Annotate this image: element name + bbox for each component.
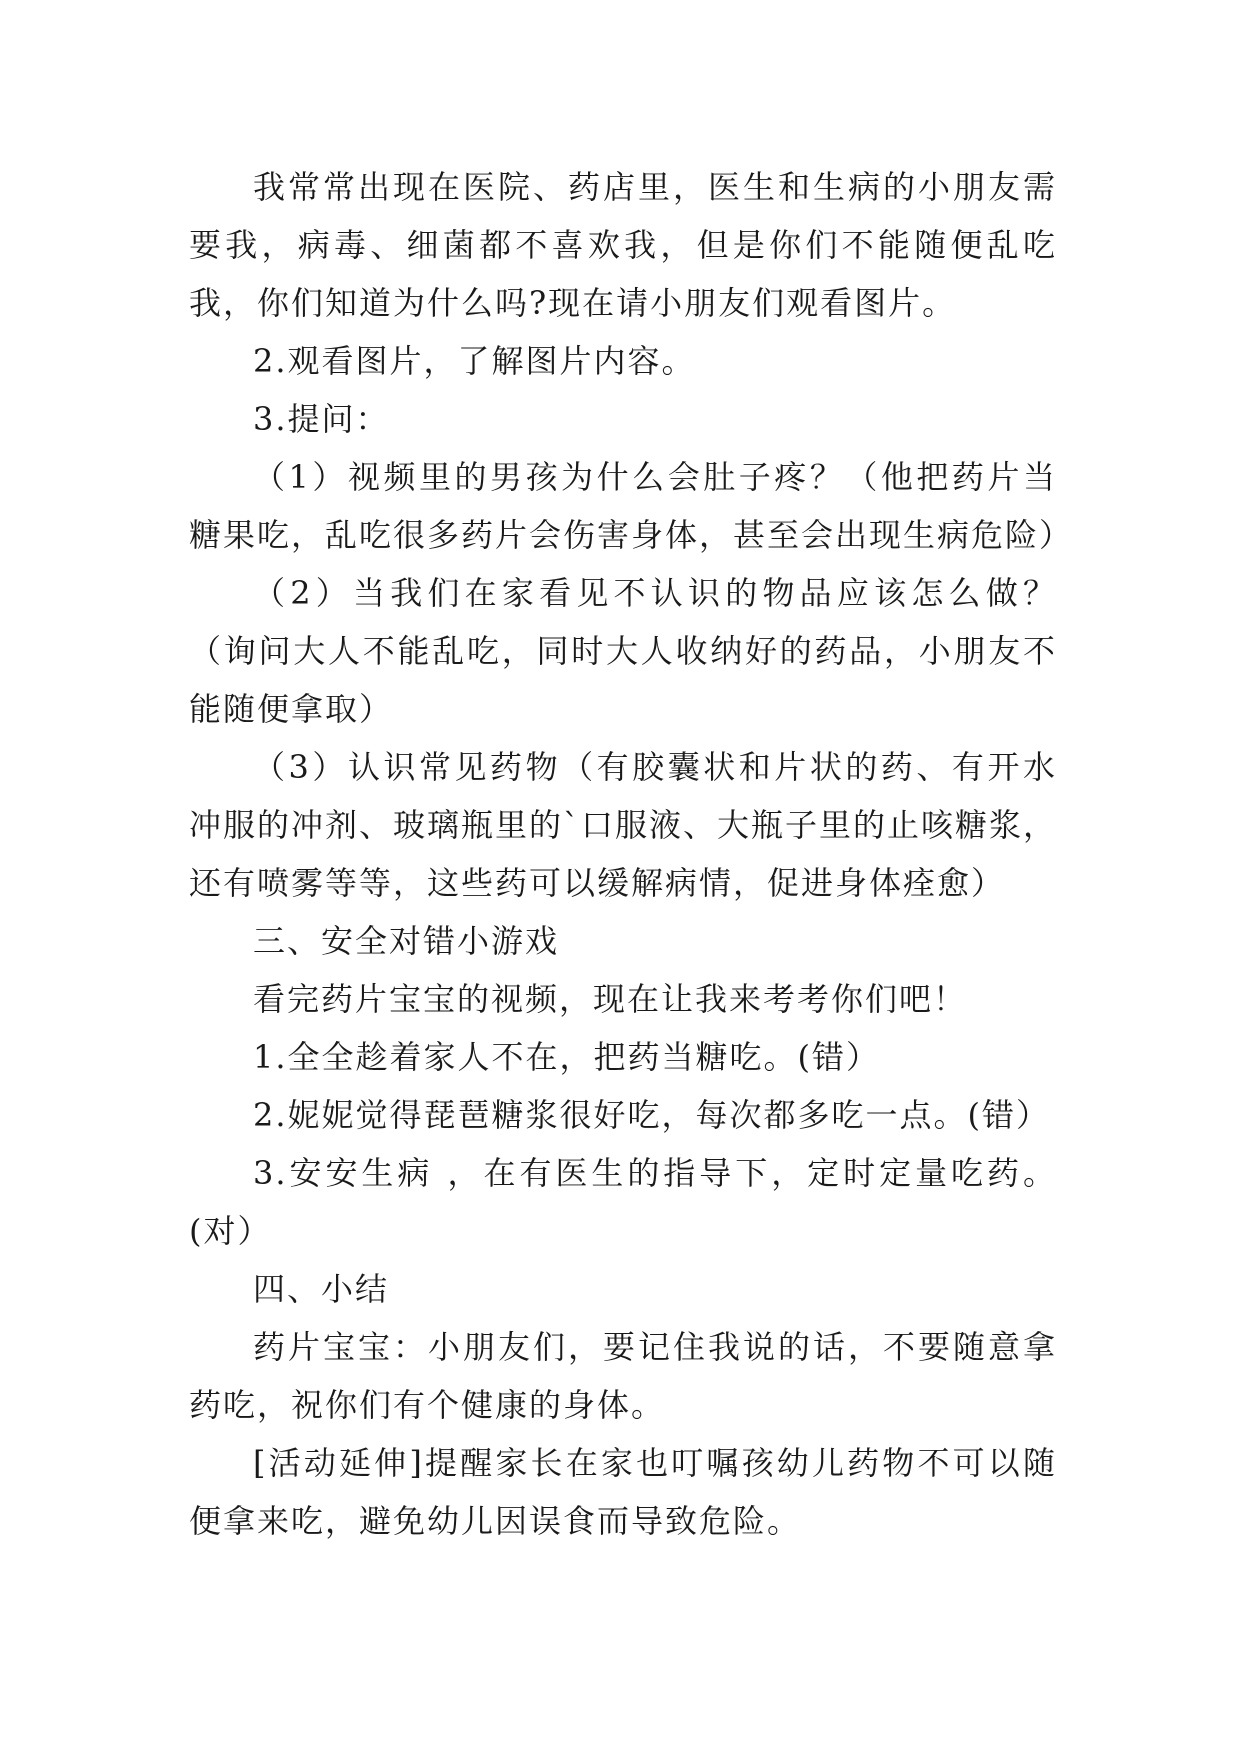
paragraph-game-intro: 看完药片宝宝的视频，现在让我来考考你们吧！: [253, 980, 968, 1018]
document-body: [189, 158, 1074, 1550]
paragraph-step-2: 2.观看图片，了解图片内容。: [253, 342, 696, 380]
paragraph-summary: 药片宝宝：小朋友们，要记住我说的话，不要随意拿药吃，祝你们有个健康的身体。: [189, 1328, 1057, 1424]
paragraph-question-3: （3）认识常见药物（有胶囊状和片状的药、有开水冲服的冲剂、玻璃瓶里的`口服液、大瓶子里的止咳糖浆，还有喷雾等等，这些药可以缓解病情，促进身体痊愈）: [189, 748, 1058, 902]
game-item-2: 2.妮妮觉得琵琶糖浆很好吃，每次都多吃一点。(错）: [253, 1096, 1051, 1134]
paragraph-question-2: （2）当我们在家看见不认识的物品应该怎么做？（询问大人不能乱吃，同时大人收纳好的药品，小朋友不能随便拿取）: [189, 574, 1057, 728]
paragraph-intro: 我常常出现在医院、药店里，医生和生病的小朋友需要我，病毒、细菌都不喜欢我，但是你们不能随便乱吃我，你们知道为什么吗?现在请小朋友们观看图片。: [189, 168, 1057, 322]
section-heading-summary: 四、小结: [253, 1270, 390, 1308]
game-item-3: 3.安安生病 ，在有医生的指导下，定时定量吃药。(对）: [189, 1154, 1057, 1250]
paragraph-question-1: （1）视频里的男孩为什么会肚子疼？（他把药片当糖果吃，乱吃很多药片会伤害身体，甚至会出现生病危险）: [189, 458, 1074, 554]
paragraph-step-3: 3.提问：: [253, 400, 390, 438]
paragraph-extension: [活动延伸]提醒家长在家也叮嘱孩幼儿药物不可以随便拿来吃，避免幼儿因误食而导致危险。: [189, 1444, 1057, 1540]
section-heading-game: 三、安全对错小游戏: [253, 922, 560, 960]
game-item-1: 1.全全趁着家人不在，把药当糖吃。(错）: [253, 1038, 881, 1076]
